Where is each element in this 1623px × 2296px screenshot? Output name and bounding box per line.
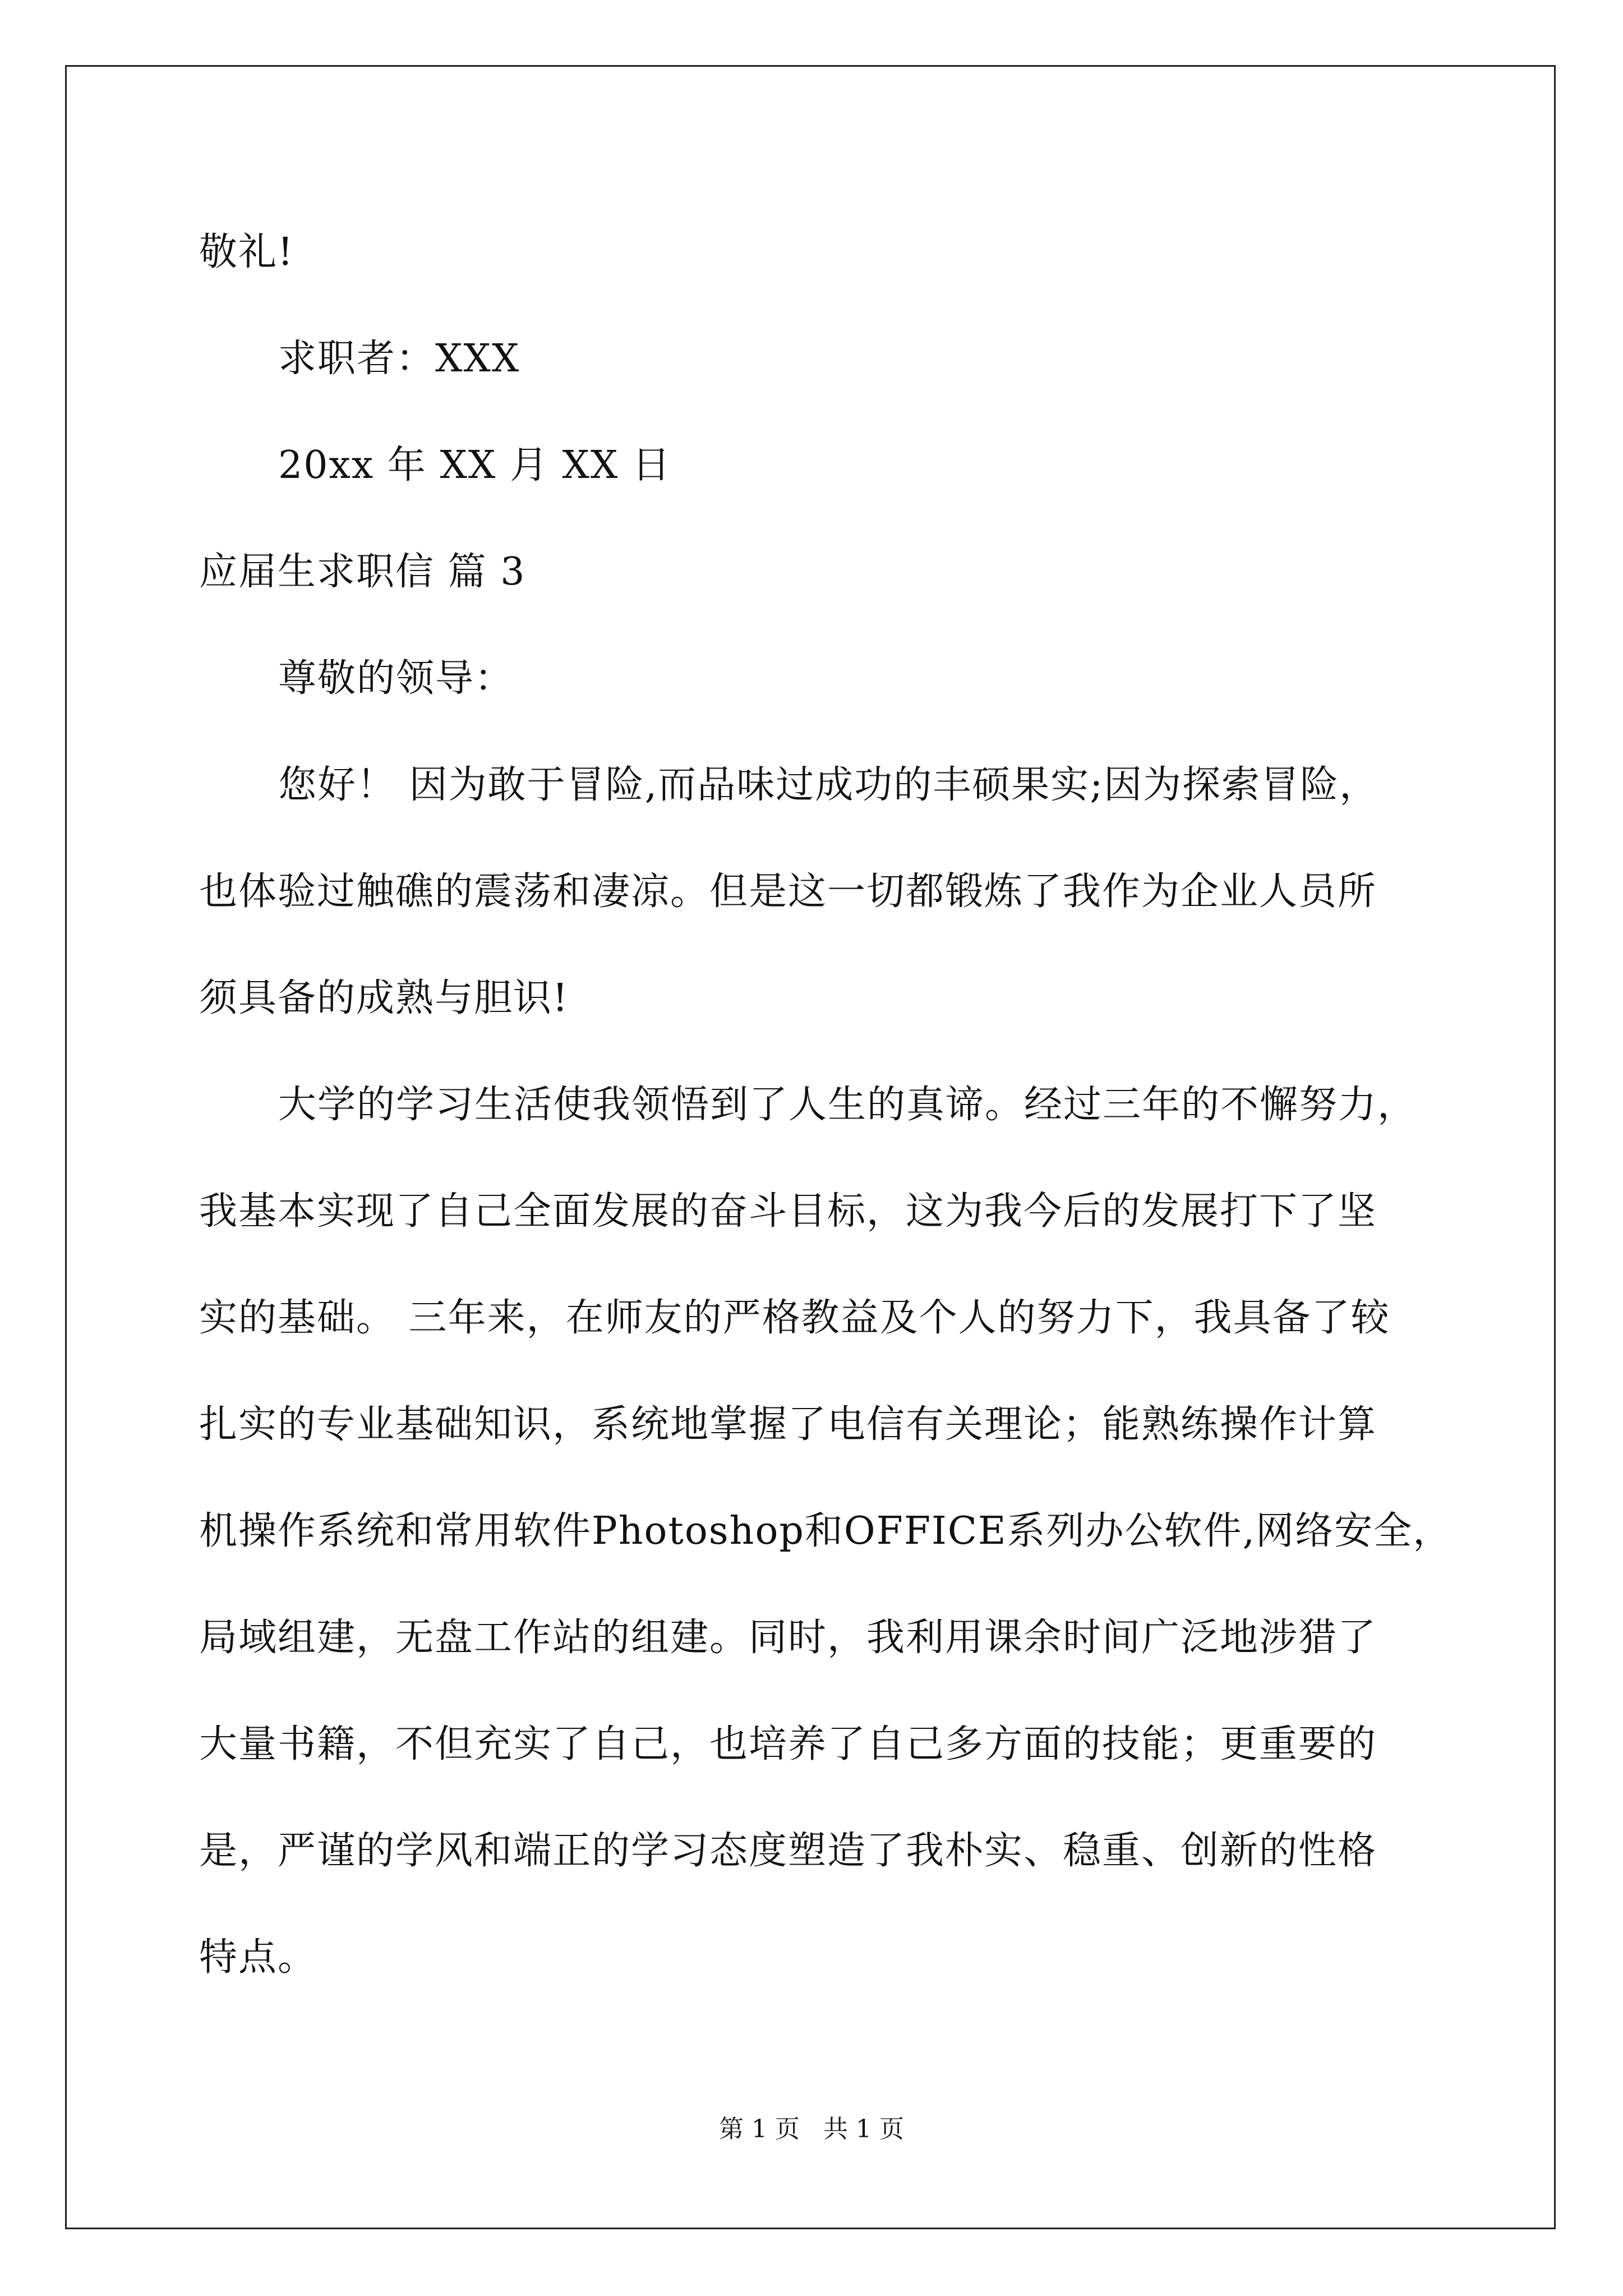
- paragraph-line: 大量书籍，不但充实了自己，也培养了自己多方面的技能；更重要的: [199, 1722, 1377, 1766]
- page-number-current: 第 1 页: [719, 2115, 800, 2143]
- section-heading: 应届生求职信 篇 3: [199, 550, 526, 594]
- page-number-total: 共 1 页: [823, 2115, 904, 2143]
- paragraph-line: 特点。: [199, 1935, 317, 1980]
- paragraph-line: 大学的学习生活使我领悟到了人生的真谛。经过三年的不懈努力，: [278, 1083, 1417, 1127]
- paragraph-line: 您好！ 因为敢于冒险,而品味过成功的丰硕果实;因为探索冒险，: [278, 763, 1379, 807]
- letter-date: 20xx 年 XX 月 XX 日: [278, 443, 671, 487]
- applicant-signature: 求职者：XXX: [278, 337, 520, 381]
- paragraph-line: 是，严谨的学风和端正的学习态度塑造了我朴实、稳重、创新的性格: [199, 1829, 1377, 1873]
- paragraph-line: 我基本实现了自己全面发展的奋斗目标，这为我今后的发展打下了坚: [199, 1189, 1377, 1234]
- page-border: [65, 65, 1556, 2229]
- paragraph-line: 须具备的成熟与胆识!: [199, 976, 569, 1020]
- closing-salutation: 敬礼!: [199, 230, 294, 274]
- paragraph-line: 扎实的专业基础知识，系统地掌握了电信有关理论；能熟练操作计算: [199, 1402, 1377, 1447]
- page-footer: [0, 2114, 1623, 2145]
- paragraph-line: 实的基础。 三年来，在师友的严格教益及个人的努力下，我具备了较: [199, 1296, 1390, 1340]
- greeting: 尊敬的领导：: [278, 656, 514, 701]
- paragraph-line: 机操作系统和常用软件Photoshop和OFFICE系列办公软件,网络安全，: [199, 1509, 1453, 1553]
- paragraph-line: 也体验过触礁的震荡和凄凉。但是这一切都锻炼了我作为企业人员所: [199, 869, 1377, 914]
- paragraph-line: 局域组建，无盘工作站的组建。同时，我利用课余时间广泛地涉猎了: [199, 1616, 1377, 1660]
